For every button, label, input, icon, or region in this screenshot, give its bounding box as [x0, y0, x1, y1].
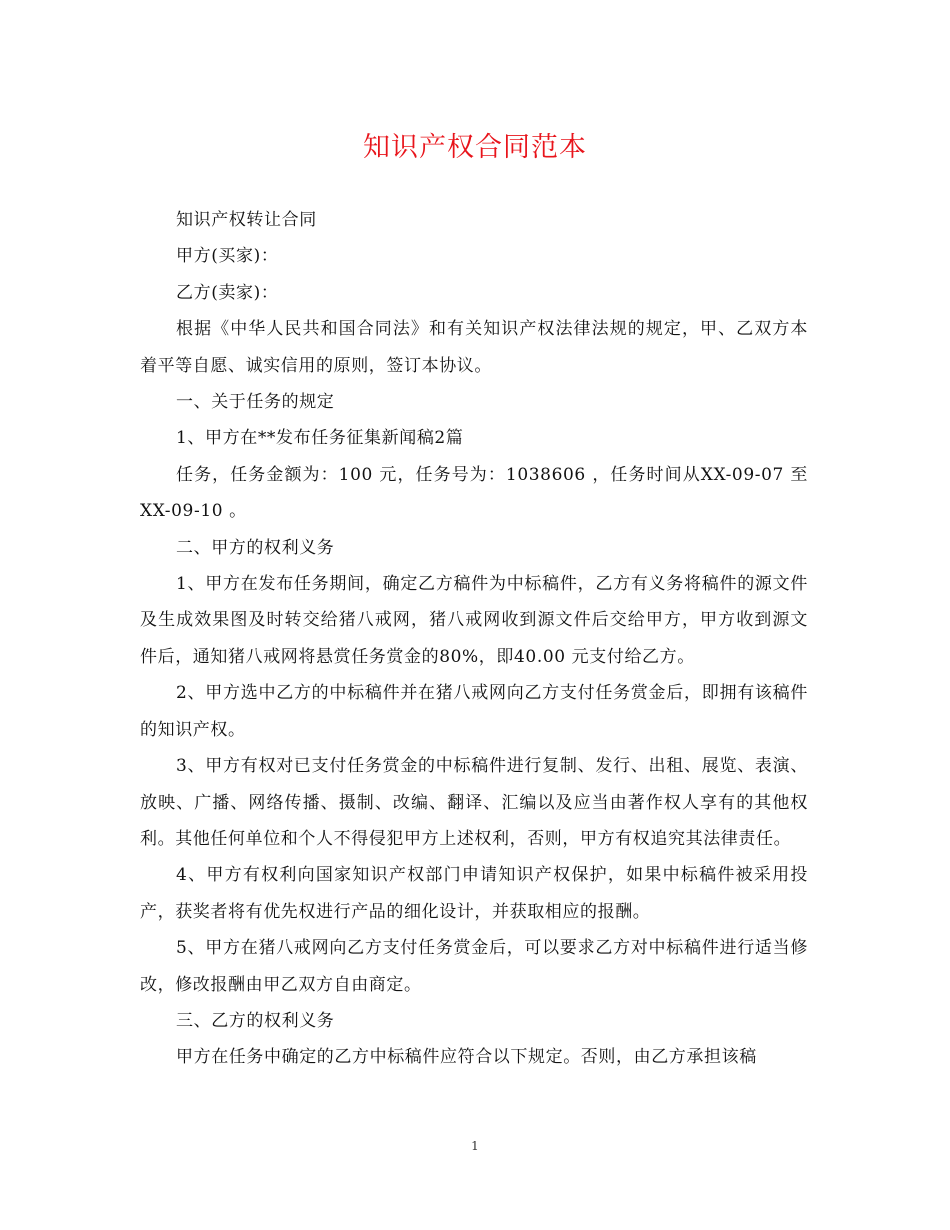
- paragraph-party-b: 乙方(卖家)：: [176, 282, 279, 303]
- section-heading-task: 一、关于任务的规定: [176, 392, 335, 413]
- paragraph-task-1: 1、甲方在**发布任务征集新闻稿2篇: [176, 428, 464, 449]
- paragraph-party-a-4: 4、甲方有权利向国家知识产权部门申请知识产权保护，如果中标稿件被采用投产，获奖者将有优先权进行产品的细化设计，并获取相应的报酬。: [140, 865, 808, 922]
- paragraph-party-a-3: 3、甲方有权对已支付任务赏金的中标稿件进行复制、发行、出租、展览、表演、放映、广播、网络传播、摄制、改编、翻译、汇编以及应当由著作权人享有的其他权利。其他任何单位和个人不得侵犯甲方上述权利，否则，甲方有权追究其法律责任。: [140, 756, 808, 849]
- paragraph-party-b-intro: 甲方在任务中确定的乙方中标稿件应符合以下规定。否则，由乙方承担该稿: [176, 1047, 757, 1068]
- paragraph-contract-name: 知识产权转让合同: [176, 210, 317, 230]
- paragraph-party-a-2: 2、甲方选中乙方的中标稿件并在猪八戒网向乙方支付任务赏金后，即拥有该稿件的知识产权。: [140, 683, 808, 740]
- section-heading-party-b: 三、乙方的权利义务: [176, 1010, 335, 1031]
- paragraph-party-a-5: 5、甲方在猪八戒网向乙方支付任务赏金后，可以要求乙方对中标稿件进行适当修改，修改报酬由甲乙双方自由商定。: [140, 938, 808, 995]
- page-number: 1: [471, 1139, 479, 1153]
- paragraph-party-a: 甲方(买家)：: [176, 246, 279, 267]
- document-title: 知识产权合同范本: [363, 132, 587, 163]
- paragraph-party-a-1: 1、甲方在发布任务期间，确定乙方稿件为中标稿件，乙方有义务将稿件的源文件及生成效果图及时转交给猪八戒网，猪八戒网收到源文件后交给甲方，甲方收到源文件后，通知猪八戒网将悬赏任务赏金的80%，即40.00 元支付给乙方。: [140, 574, 808, 667]
- paragraph-task-details: 任务，任务金额为：100 元，任务号为：1038606 ，任务时间从XX-09-07 至XX-09-10 。: [140, 464, 808, 522]
- section-heading-party-a: 二、甲方的权利义务: [176, 537, 335, 558]
- document-body: [140, 202, 808, 1076]
- paragraph-preamble: 根据《中华人民共和国合同法》和有关知识产权法律法规的规定，甲、乙双方本着平等自愿、诚实信用的原则，签订本协议。: [140, 319, 808, 376]
